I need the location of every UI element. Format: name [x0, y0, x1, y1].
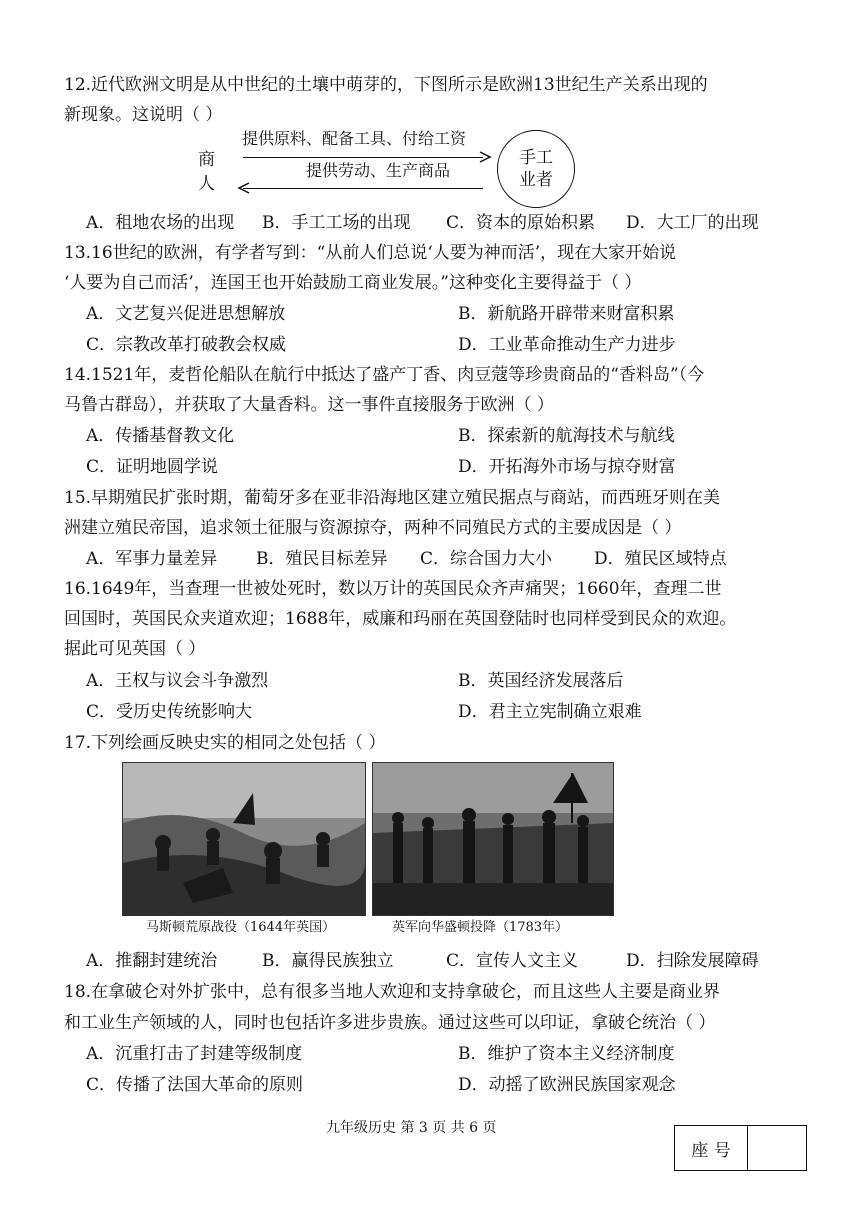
q17-option-c[interactable]: C．宣传人文主义 [446, 951, 579, 971]
merchant-label: 商人 [198, 150, 215, 194]
q12-option-c[interactable]: C．资本的原始积累 [446, 213, 596, 233]
caption-left: 马斯顿荒原战役（1644年英国） [146, 920, 336, 935]
q15-stem-line2: 洲建立殖民帝国，追求领土征服与资源掠夺，两种不同殖民方式的主要成因是（ ） [64, 518, 682, 538]
page-footer: 九年级历史 第 3 页 共 6 页 [326, 1120, 497, 1136]
q15-stem-line1: 15.早期殖民扩张时期，葡萄牙多在亚非沿海地区建立殖民据点与商站，而西班牙则在美 [64, 488, 721, 508]
q16-stem-line2: 回国时，英国民众夹道欢迎；1688年，威廉和玛丽在英国登陆时也同样受到民众的欢迎。 [64, 609, 737, 629]
q16-stem-line3: 据此可见英国（ ） [64, 639, 206, 659]
q17-option-a[interactable]: A．推翻封建统治 [86, 951, 218, 971]
seat-number-box [674, 1125, 807, 1171]
q18-option-b[interactable]: B．维护了资本主义经济制度 [458, 1044, 675, 1064]
q13-stem-line1: 13.16世纪的欧洲，有学者写到：“从前人们总说‘人要为神而活’，现在大家开始说 [64, 243, 677, 263]
circle-line1: 手工 [519, 148, 553, 168]
q16-stem-line1: 16.1649年，当查理一世被处死时，数以万计的英国民众齐声痛哭；1660年，查理二世 [64, 579, 722, 599]
bottom-arrow [243, 188, 483, 189]
q13-option-b[interactable]: B．新航路开辟带来财富积累 [458, 304, 675, 324]
q17-option-b[interactable]: B．赢得民族独立 [262, 951, 394, 971]
q12-stem-line1: 12.近代欧洲文明是从中世纪的土壤中萌芽的，下图所示是欧洲13世纪生产关系出现的 [64, 75, 708, 95]
q14-option-b[interactable]: B．探索新的航海技术与航线 [458, 426, 675, 446]
q18-option-a[interactable]: A．沉重打击了封建等级制度 [86, 1044, 303, 1064]
painting-marston-moor [122, 762, 366, 916]
top-arrow [243, 157, 483, 158]
top-arrowhead-icon [478, 150, 492, 164]
craftsman-circle [497, 130, 575, 208]
q17-stem: 17.下列绘画反映史实的相同之处包括（ ） [64, 733, 386, 753]
q14-option-d[interactable]: D．开拓海外市场与掠夺财富 [458, 457, 676, 477]
q12-option-a[interactable]: A．租地农场的出现 [86, 213, 235, 233]
q15-option-b[interactable]: B．殖民目标差异 [256, 549, 388, 569]
seat-number-field[interactable] [748, 1126, 806, 1170]
q15-option-c[interactable]: C．综合国力大小 [420, 549, 553, 569]
q16-option-d[interactable]: D．君主立宪制确立艰难 [458, 702, 642, 722]
circle-line2: 业者 [519, 170, 553, 190]
q13-option-a[interactable]: A．文艺复兴促进思想解放 [86, 304, 286, 324]
top-arrow-label: 提供原料、配备工具、付给工资 [242, 129, 467, 148]
bottom-arrowhead-icon [237, 181, 251, 195]
q14-option-c[interactable]: C．证明地圆学说 [86, 457, 219, 477]
q17-option-d[interactable]: D．扫除发展障碍 [626, 951, 759, 971]
q18-option-c[interactable]: C．传播了法国大革命的原则 [86, 1075, 304, 1095]
q18-stem-line2: 和工业生产领域的人，同时也包括许多进步贵族。通过这些可以印证，拿破仑统治（ ） [64, 1013, 716, 1033]
caption-right: 英军向华盛顿投降（1783年） [392, 920, 569, 935]
q14-stem-line2: 马鲁古群岛），并获取了大量香料。这一事件直接服务于欧洲（ ） [64, 395, 554, 415]
q13-stem-line2: ‘人要为自己而活’，连国王也开始鼓励工商业发展。”这种变化主要得益于（ ） [64, 273, 642, 293]
q15-option-d[interactable]: D．殖民区域特点 [594, 549, 727, 569]
q16-option-c[interactable]: C．受历史传统影响大 [86, 702, 253, 722]
q18-option-d[interactable]: D．动摇了欧洲民族国家观念 [458, 1075, 676, 1095]
painting-yorktown-surrender [372, 762, 614, 916]
q14-option-a[interactable]: A．传播基督教文化 [86, 426, 235, 446]
q16-option-a[interactable]: A．王权与议会斗争激烈 [86, 671, 269, 691]
bottom-arrow-label: 提供劳动、生产商品 [306, 161, 451, 180]
q13-option-c[interactable]: C．宗教改革打破教会权威 [86, 335, 287, 355]
q12-stem-line2: 新现象。这说明（ ） [64, 105, 223, 125]
q16-option-b[interactable]: B．英国经济发展落后 [458, 671, 624, 691]
q18-stem-line1: 18.在拿破仑对外扩张中，总有很多当地人欢迎和支持拿破仑，而且这些人主要是商业界 [64, 982, 721, 1002]
seat-label: 座 号 [675, 1126, 748, 1170]
q12-option-b[interactable]: B．手工工场的出现 [262, 213, 411, 233]
q13-option-d[interactable]: D．工业革命推动生产力进步 [458, 335, 676, 355]
q15-option-a[interactable]: A．军事力量差异 [86, 549, 218, 569]
q14-stem-line1: 14.1521年，麦哲伦船队在航行中抵达了盛产丁香、肉豆蔻等珍贵商品的“香料岛”（今 [64, 365, 705, 385]
q12-option-d[interactable]: D．大工厂的出现 [626, 213, 759, 233]
